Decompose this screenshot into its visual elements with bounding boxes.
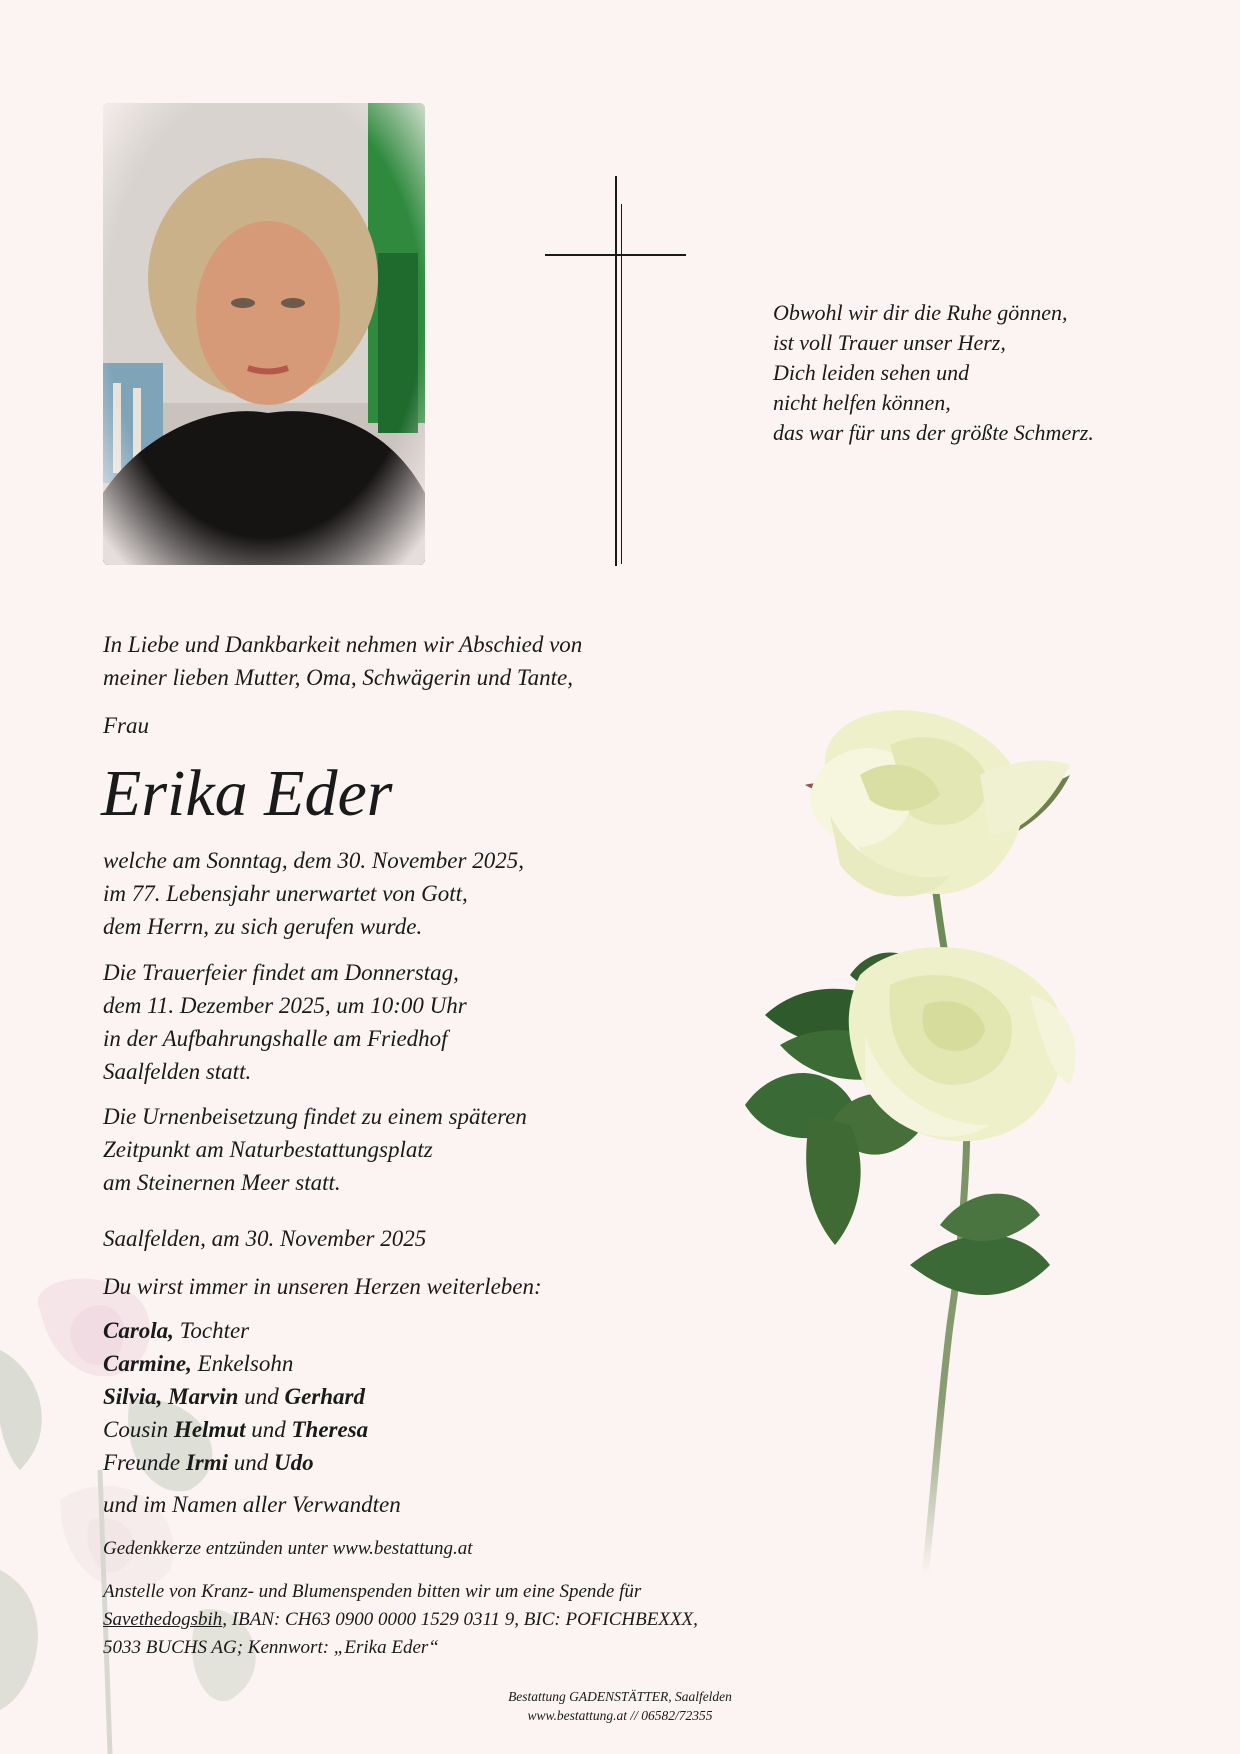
donation-line: 5033 BUCHS AG; Kennwort: „Erika Eder“ (103, 1637, 439, 1658)
death-notice (103, 844, 524, 943)
conjunction: und (238, 1384, 285, 1409)
poem-line: ist voll Trauer unser Herz, (773, 330, 1006, 355)
mourner-name: Irmi (185, 1450, 229, 1475)
ceremony-line: dem 11. Dezember 2025, um 10:00 Uhr (103, 993, 467, 1018)
deceased-name: Erika Eder (101, 757, 393, 830)
mourner-line (103, 1446, 368, 1479)
mourner-line (103, 1347, 368, 1380)
mourner-relation: Enkelsohn (191, 1351, 294, 1376)
poem-line: das war für uns der größte Schmerz. (773, 420, 1094, 445)
donation-notice (103, 1578, 698, 1662)
donation-bank-details: , IBAN: CH63 0900 0000 1529 0311 9, BIC: POFICHBEXXX, (222, 1609, 698, 1630)
conjunction: und (245, 1417, 292, 1442)
cross-vertical-line (615, 176, 617, 566)
conjunction: und (228, 1450, 275, 1475)
white-roses-illustration (740, 705, 1180, 1575)
poem-line: nicht helfen können, (773, 390, 951, 415)
mourner-line (103, 1413, 368, 1446)
urn-notice (103, 1100, 527, 1199)
death-line: welche am Sonntag, dem 30. November 2025, (103, 848, 524, 873)
donation-line: Anstelle von Kranz- und Blumenspenden bitten wir um eine Spende für (103, 1581, 642, 1602)
poem (773, 298, 1094, 448)
mourner-name: Silvia, (103, 1384, 163, 1409)
urn-line: Zeitpunkt am Naturbestattungsplatz (103, 1137, 433, 1162)
ceremony-line: Saalfelden statt. (103, 1059, 252, 1084)
relatives-text: und im Namen aller Verwandten (103, 1492, 401, 1517)
mourner-name: Marvin (168, 1384, 239, 1409)
poem-line: Dich leiden sehen und (773, 360, 970, 385)
place-date: Saalfelden, am 30. November 2025 (103, 1226, 427, 1251)
portrait-photo (103, 103, 425, 565)
funeral-home-footer (460, 1687, 780, 1725)
mourner-name: Udo (274, 1450, 314, 1475)
urn-line: Die Urnenbeisetzung findet zu einem späteren (103, 1104, 527, 1129)
mourners-list (103, 1314, 368, 1479)
donation-line (103, 1606, 698, 1634)
ceremony-line: in der Aufbahrungshalle am Friedhof (103, 1026, 448, 1051)
urn-line: am Steinernen Meer statt. (103, 1170, 341, 1195)
remember-text: Du wirst immer in unseren Herzen weiterleben: (103, 1274, 542, 1299)
mourner-name: Carmine, (103, 1351, 192, 1376)
cross-vertical-thin-line (621, 204, 622, 564)
mourner-name: Gerhard (284, 1384, 365, 1409)
mourner-relation: Cousin (103, 1417, 174, 1442)
salutation: Frau (103, 713, 149, 738)
footer-line: www.bestattung.at // 06582/72355 (527, 1708, 713, 1723)
mourner-name: Carola, (103, 1318, 174, 1343)
mourner-relation: Tochter (173, 1318, 250, 1343)
mourner-name: Theresa (291, 1417, 369, 1442)
poem-line: Obwohl wir dir die Ruhe gönnen, (773, 300, 1068, 325)
death-line: im 77. Lebensjahr unerwartet von Gott, (103, 881, 468, 906)
mourner-relation: Freunde (103, 1450, 186, 1475)
ceremony-notice (103, 956, 467, 1088)
mourner-line (103, 1314, 368, 1347)
cross-horizontal-line (545, 254, 686, 256)
donation-organization: Savethedogsbih (103, 1609, 223, 1630)
mourner-line (103, 1380, 368, 1413)
intro-line: In Liebe und Dankbarkeit nehmen wir Abschied von (103, 632, 583, 657)
death-line: dem Herrn, zu sich gerufen wurde. (103, 914, 423, 939)
footer-line: Bestattung GADENSTÄTTER, Saalfelden (508, 1689, 732, 1704)
intro-line: meiner lieben Mutter, Oma, Schwägerin und Tante, (103, 665, 573, 690)
ceremony-line: Die Trauerfeier findet am Donnerstag, (103, 960, 459, 985)
candle-link[interactable]: Gedenkkerze entzünden unter www.bestattung.at (103, 1538, 473, 1559)
mourner-name: Helmut (173, 1417, 246, 1442)
intro-text (103, 628, 582, 694)
